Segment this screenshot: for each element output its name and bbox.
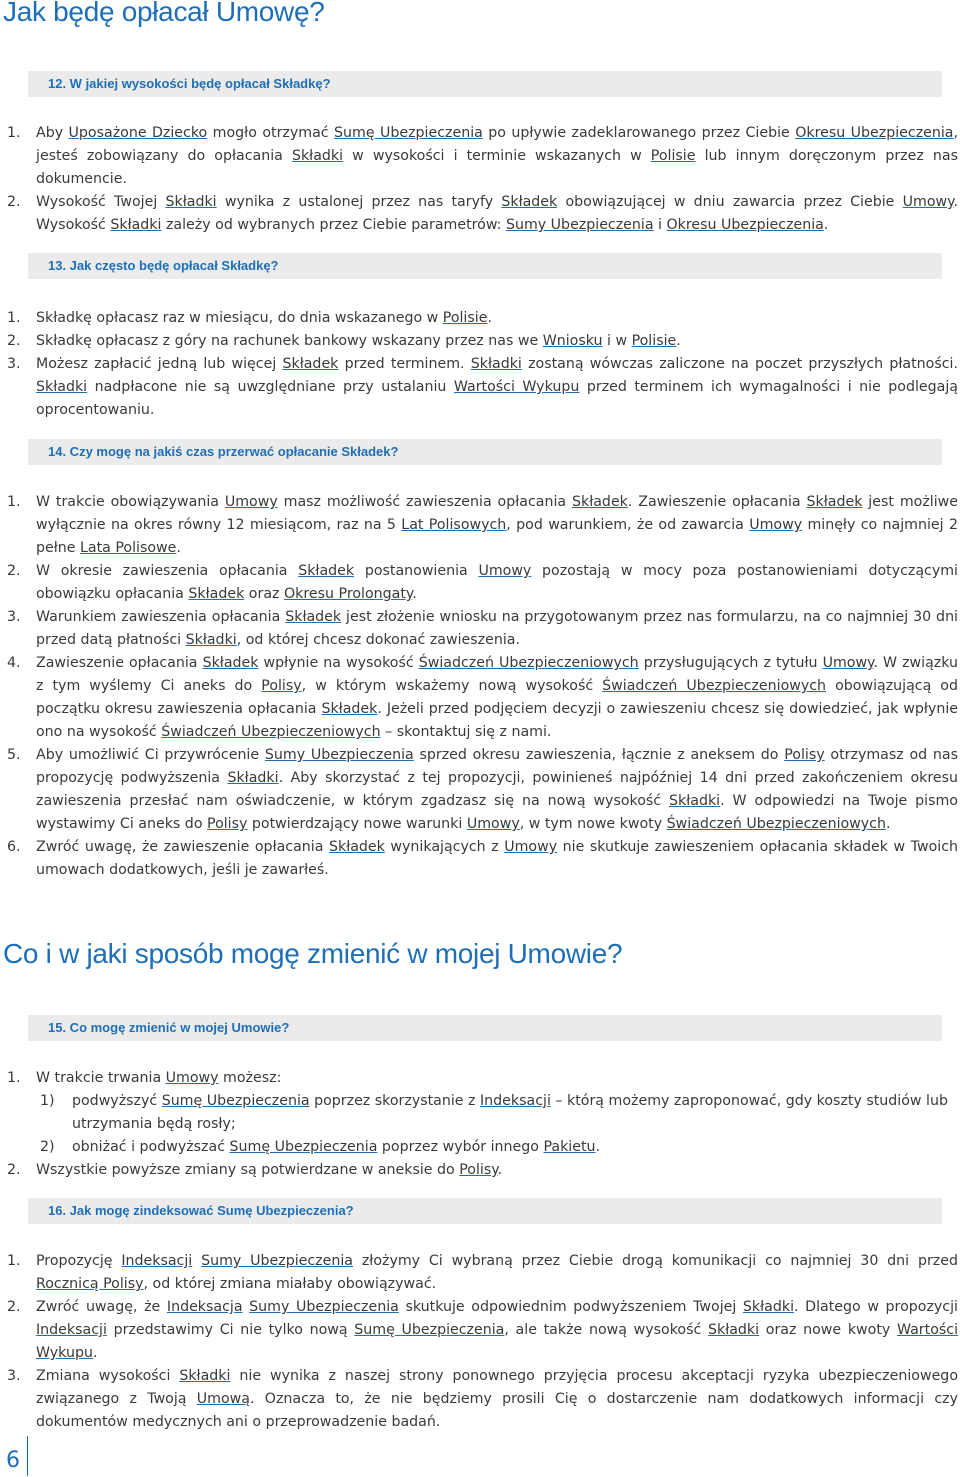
question-16-header: 16. Jak mogę zindeksować Sumę Ubezpieczenia? <box>28 1198 942 1224</box>
defined-term-link[interactable]: Składek <box>321 701 378 717</box>
sub-list-item: 1) podwyższyć Sumę Ubezpieczenia poprzez skorzystanie z Indeksacji – którą możemy zaproponować, gdy koszty studiów lub utrzymania będą rosły; <box>0 1090 958 1136</box>
list-item: 2. Zwróć uwagę, że Indeksacja Sumy Ubezpieczenia skutkuje odpowiednim podwyższeniem Twojej Składki. Dlatego w propozycji Indeksacji przedstawimy Ci nie tylko nową Sumę Ubezpieczenia, ale także nową wysokość Składki oraz nowe kwoty Wartości Wykupu. <box>0 1296 958 1365</box>
defined-term-link[interactable]: Polisie <box>442 310 488 326</box>
q12-list <box>0 122 958 237</box>
defined-term-link[interactable]: Świadczeń Ubezpieczeniowych <box>161 724 381 740</box>
question-12-header: 12. W jakiej wysokości będę opłacał Składkę? <box>28 71 942 97</box>
list-item-number: 4. <box>7 655 21 671</box>
defined-term-link[interactable]: Składki <box>669 793 721 809</box>
defined-term-link[interactable]: Polisy <box>459 1162 498 1178</box>
defined-term-link[interactable]: Indeksacja <box>166 1299 243 1315</box>
list-item: 1. W trakcie obowiązywania Umowy masz możliwość zawieszenia opłacania Składek. Zawieszenie opłacania Składek jest możliwe wyłącznie na okres równy 12 miesiącom, raz na 5 Lat Polisowych, pod warunkiem, że od zawarcia Umowy minęły co najmniej 2 pełne Lata Polisowe. <box>0 491 958 560</box>
defined-term-link[interactable]: Umowy <box>822 655 874 671</box>
list-item: 2. Wysokość Twojej Składki wynika z ustalonej przez nas taryfy Składek obowiązującej w dniu zawarcia przez Ciebie Umowy. Wysokość Składki zależy od wybranych przez Ciebie parametrów: Sumy Ubezpieczenia i Okresu Ubezpieczenia. <box>0 191 958 237</box>
list-item: 5. Aby umożliwić Ci przywrócenie Sumy Ubezpieczenia sprzed okresu zawieszenia, łącznie z aneksem do Polisy otrzymasz od nas propozycję podwyższenia Składki. Aby skorzystać z tej propozycji, powinieneś najpóźniej 14 dni przed zakończeniem okresu zawieszenia przesłać nam oświadczenie, w którym zgadzasz się na nową wysokość Składki. W odpowiedzi na Twoje pismo wystawimy Ci aneks do Polisy potwierdzający nowe warunki Umowy, w tym nowe kwoty Świadczeń Ubezpieczeniowych. <box>0 744 958 836</box>
list-item-number: 2. <box>7 333 21 349</box>
defined-term-link[interactable]: Sumy Ubezpieczenia <box>201 1253 353 1269</box>
defined-term-link[interactable]: Składek <box>501 194 558 210</box>
defined-term-link[interactable]: Składek <box>571 494 628 510</box>
list-item: 1. W trakcie trwania Umowy możesz: <box>0 1067 958 1090</box>
defined-term-link[interactable]: Polisy <box>207 816 248 832</box>
defined-term-link[interactable]: Okresu Ubezpieczenia <box>666 217 824 233</box>
defined-term-link[interactable]: Składki <box>470 356 522 372</box>
list-item-number: 1. <box>7 494 21 510</box>
defined-term-link[interactable]: Składek <box>282 356 339 372</box>
defined-term-link[interactable]: Składki <box>291 148 344 164</box>
defined-term-link[interactable]: Sumę Ubezpieczenia <box>334 125 483 141</box>
list-item: 4. Zawieszenie opłacania Składek wpłynie na wysokość Świadczeń Ubezpieczeniowych przysługujących z tytułu Umowy. W związku z tym wyślemy Ci aneks do Polisy, w którym wskażemy nową wysokość Świadczeń Ubezpieczeniowych obowiązującą od początku okresu zawieszenia opłacania Składek. Jeżeli przed podjęciem decyzji o zawieszeniu chcesz się dowiedzieć, jak wpłynie ono na wysokość Świadczeń Ubezpieczeniowych – skontaktuj się z nami. <box>0 652 958 744</box>
defined-term-link[interactable]: Umowy <box>466 816 520 832</box>
defined-term-link[interactable]: Rocznicą Polisy <box>36 1276 144 1292</box>
defined-term-link[interactable]: Polisy <box>784 747 825 763</box>
defined-term-link[interactable]: Sumę Ubezpieczenia <box>229 1139 378 1155</box>
list-item: 3. Warunkiem zawieszenia opłacania Składek jest złożenie wniosku na przygotowanym przez nas formularzu, na co najmniej 30 dni przed datą płatności Składki, od której chcesz dokonać zawieszenia. <box>0 606 958 652</box>
section-title-changes: Co i w jaki sposób mogę zmienić w mojej Umowie? <box>3 938 623 969</box>
q14-list <box>0 491 958 882</box>
list-item-number: 5. <box>7 747 21 763</box>
defined-term-link[interactable]: Składki <box>707 1322 760 1338</box>
defined-term-link[interactable]: Umowy <box>749 517 803 533</box>
defined-term-link[interactable]: Składki <box>36 379 88 395</box>
defined-term-link[interactable]: Lat Polisowych <box>401 517 507 533</box>
list-item: 1. Propozycję Indeksacji Sumy Ubezpieczenia złożymy Ci wybraną przez Ciebie drogą komunikacji co najmniej 30 dni przed Rocznicą Polisy, od której zmiana miałaby obowiązywać. <box>0 1250 958 1296</box>
defined-term-link[interactable]: Wniosku <box>542 333 603 349</box>
defined-term-link[interactable]: Składek <box>806 494 863 510</box>
list-item: 6. Zwróć uwagę, że zawieszenie opłacania Składek wynikających z Umowy nie skutkuje zawieszeniem opłacania składek w Twoich umowach dodatkowych, jeśli je zawarłeś. <box>0 836 958 882</box>
defined-term-link[interactable]: Składki <box>185 632 237 648</box>
page-number: 6 <box>6 1448 20 1473</box>
defined-term-link[interactable]: Sumy Ubezpieczenia <box>505 217 654 233</box>
list-item: 1. Aby Uposażone Dziecko mogło otrzymać Sumę Ubezpieczenia po upływie zadeklarowanego przez Ciebie Okresu Ubezpieczenia, jesteś zobowiązany do opłacania Składki w wysokości i terminie wskazanych w Polisie lub innym doręczonym przez nas dokumencie. <box>0 122 958 191</box>
defined-term-link[interactable]: Okresu Ubezpieczenia <box>795 125 954 141</box>
list-item-number: 2. <box>7 194 21 210</box>
list-item-number: 2. <box>7 1162 21 1178</box>
list-item: 3. Zmiana wysokości Składki nie wynika z naszej strony ponownego przyjęcia procesu akceptacji ryzyka ubezpieczeniowego związanego z Twoją Umową. Oznacza to, że nie będziemy prosili Cię o dostarczenie nam dodatkowych informacji czy dokumentów medycznych ani o przeprowadzenie badań. <box>0 1365 958 1434</box>
list-item-number: 2. <box>7 563 21 579</box>
sub-list-item: 2) obniżać i podwyższać Sumę Ubezpieczenia poprzez wybór innego Pakietu. <box>0 1136 958 1159</box>
q16-list <box>0 1250 958 1434</box>
list-item-number: 3. <box>7 609 21 625</box>
defined-term-link[interactable]: Wartości Wykupu <box>36 1322 959 1361</box>
defined-term-link[interactable]: Składek <box>285 609 342 625</box>
q15-list <box>0 1067 958 1182</box>
defined-term-link[interactable]: Składek <box>298 563 355 579</box>
defined-term-link[interactable]: Polisy <box>261 678 302 694</box>
defined-term-link[interactable]: Składek <box>202 655 259 671</box>
defined-term-link[interactable]: Polisie <box>631 333 677 349</box>
list-item: 2. W okresie zawieszenia opłacania Składek postanowienia Umowy pozostają w mocy poza postanowieniami dotyczącymi obowiązku opłacania Składek oraz Okresu Prolongaty. <box>0 560 958 606</box>
defined-term-link[interactable]: Umowy <box>504 839 558 855</box>
defined-term-link[interactable]: Składek <box>188 586 245 602</box>
defined-term-link[interactable]: Sumy Ubezpieczenia <box>249 1299 399 1315</box>
defined-term-link[interactable]: Składki <box>742 1299 795 1315</box>
list-item-number: 3. <box>7 356 21 372</box>
list-item-number: 2. <box>7 1299 21 1315</box>
defined-term-link[interactable]: Składki <box>110 217 162 233</box>
list-item-number: 1. <box>7 1070 21 1086</box>
defined-term-link[interactable]: Świadczeń Ubezpieczeniowych <box>666 816 886 832</box>
defined-term-link[interactable]: Składki <box>179 1368 231 1384</box>
defined-term-link[interactable]: Indeksacji <box>480 1093 551 1109</box>
q13-list <box>0 307 958 422</box>
list-item: 2. Składkę opłacasz z góry na rachunek bankowy wskazany przez nas we Wniosku i w Polisie. <box>0 330 958 353</box>
question-13-header: 13. Jak często będę opłacał Składkę? <box>28 253 942 279</box>
defined-term-link[interactable]: Sumy Ubezpieczenia <box>264 747 414 763</box>
sub-list-item-number: 2) <box>40 1139 55 1155</box>
list-item: 2. Wszystkie powyższe zmiany są potwierdzane w aneksie do Polisy. <box>0 1159 958 1182</box>
defined-term-link[interactable]: Indeksacji <box>121 1253 193 1269</box>
defined-term-link[interactable]: Polisie <box>650 148 696 164</box>
section-title-payment: Jak będę opłacał Umowę? <box>3 0 325 27</box>
defined-term-link[interactable]: Umowy <box>902 194 954 210</box>
list-item: 1. Składkę opłacasz raz w miesiącu, do dnia wskazanego w Polisie. <box>0 307 958 330</box>
defined-term-link[interactable]: Wartości Wykupu <box>453 379 580 395</box>
defined-term-link[interactable]: Składki <box>227 770 279 786</box>
list-item: 3. Możesz zapłacić jedną lub więcej Składek przed terminem. Składki zostaną wówczas zaliczone na poczet przyszłych płatności. Składki nadpłacone nie są uwzględniane przy ustalaniu Wartości Wykupu przed terminem ich wymagalności i nie podlegają oprocentowaniu. <box>0 353 958 422</box>
defined-term-link[interactable]: Umowy <box>224 494 278 510</box>
defined-term-link[interactable]: Indeksacji <box>36 1322 107 1338</box>
defined-term-link[interactable]: Świadczeń Ubezpieczeniowych <box>418 655 639 671</box>
defined-term-link[interactable]: Składek <box>328 839 385 855</box>
defined-term-link[interactable]: Pakietu <box>543 1139 596 1155</box>
defined-term-link[interactable]: Umową <box>196 1391 250 1407</box>
list-item-number: 1. <box>7 125 21 141</box>
defined-term-link[interactable]: Składki <box>165 194 217 210</box>
defined-term-link[interactable]: Umowy <box>165 1070 219 1086</box>
sub-list-item-number: 1) <box>40 1093 55 1109</box>
page-number-divider <box>27 1436 28 1476</box>
question-15-header: 15. Co mogę zmienić w mojej Umowie? <box>28 1015 942 1041</box>
list-item-number: 3. <box>7 1368 21 1384</box>
list-item-number: 1. <box>7 1253 21 1269</box>
question-14-header: 14. Czy mogę na jakiś czas przerwać opłacanie Składek? <box>28 439 942 465</box>
defined-term-link[interactable]: Sumę Ubezpieczenia <box>354 1322 505 1338</box>
list-item-number: 1. <box>7 310 21 326</box>
defined-term-link[interactable]: Lata Polisowe <box>80 540 177 556</box>
list-item-number: 6. <box>7 839 21 855</box>
defined-term-link[interactable]: Umowy <box>478 563 532 579</box>
defined-term-link[interactable]: Sumę Ubezpieczenia <box>161 1093 310 1109</box>
defined-term-link[interactable]: Świadczeń Ubezpieczeniowych <box>602 678 827 694</box>
defined-term-link[interactable]: Okresu Prolongaty <box>283 586 413 602</box>
defined-term-link[interactable]: Uposażone Dziecko <box>68 125 208 141</box>
